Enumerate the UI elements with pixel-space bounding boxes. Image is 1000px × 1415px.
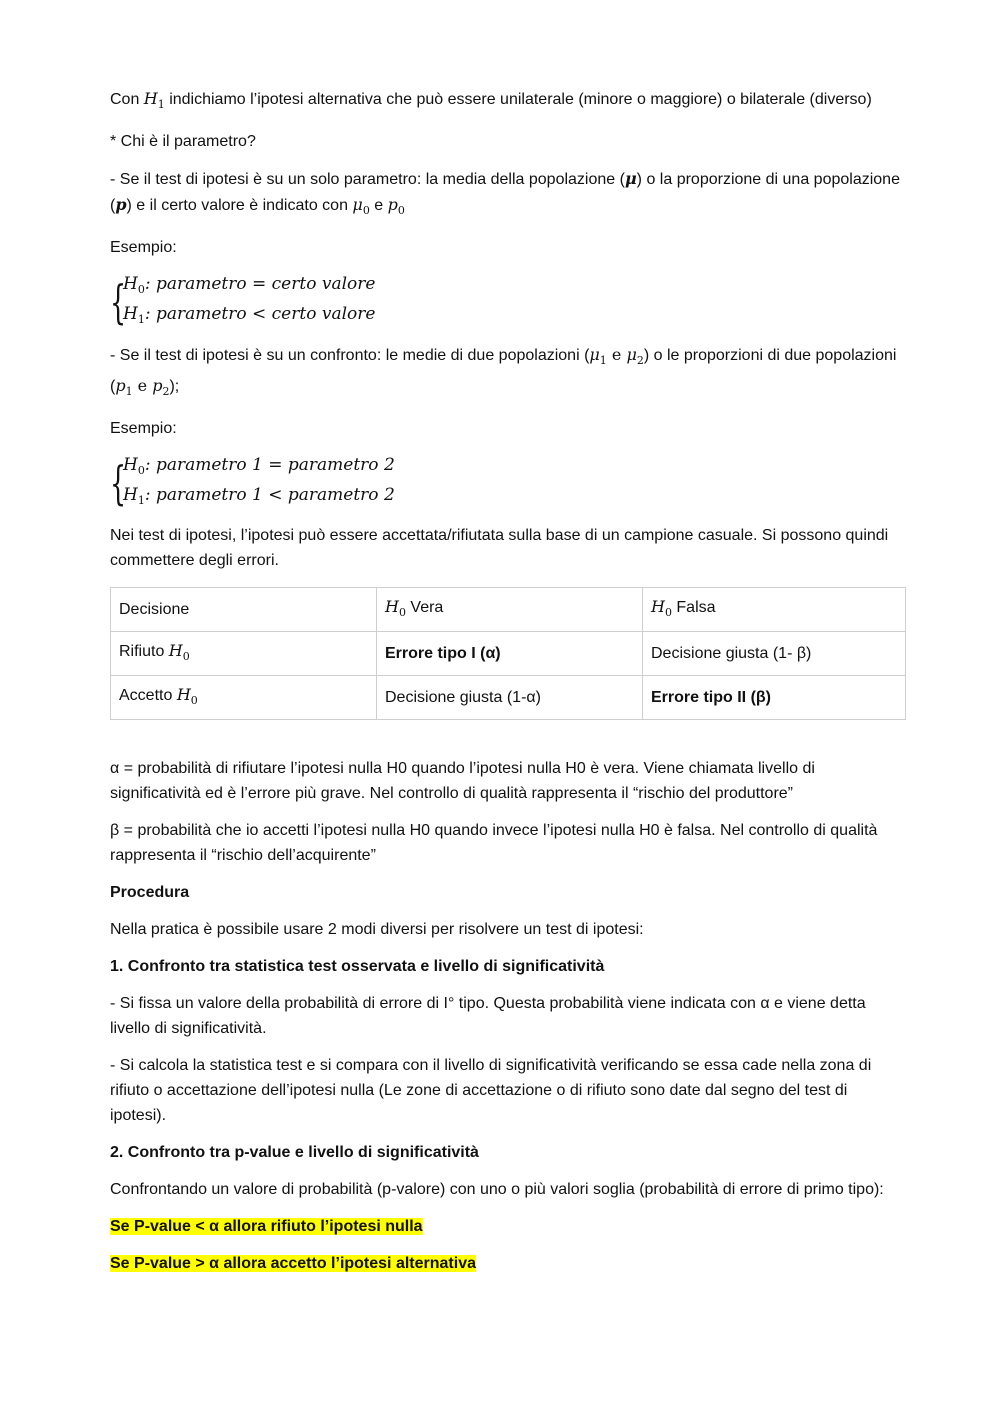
cell-correct-decision-confidence: Decisione giusta (1-α) xyxy=(377,676,643,720)
table-row xyxy=(111,676,906,720)
method1-paragraph-1: - Si fissa un valore della probabilità di errore di I° tipo. Questa probabilità viene indicata con α e viene detta livello di significatività. xyxy=(110,995,866,1037)
rule-1-highlight: Se P-value < α allora rifiuto l’ipotesi nulla xyxy=(110,1218,423,1235)
question-paragraph: * Chi è il parametro? xyxy=(110,133,256,150)
example-label: Esempio: xyxy=(110,239,177,256)
errors-intro-paragraph: Nei test di ipotesi, l’ipotesi può essere accettata/rifiutata sulla base di un campione casuale. Si possono quindi commettere degli errori. xyxy=(110,527,889,569)
single-param-paragraph: - Se il test di ipotesi è su un solo parametro: la media della popolazione (μ) o la proporzione di una popolazione (p) e il certo valore è indicato con $\mu_0$ e $p_0$ xyxy=(110,169,900,217)
header-decision: Decisione xyxy=(111,588,377,632)
rule-2-paragraph xyxy=(110,1251,906,1276)
beta-definition: β = probabilità che io accetti l’ipotesi nulla H0 quando invece l’ipotesi nulla H0 è falsa. Nel controllo di qualità rappresenta il “rischio dell’acquirente” xyxy=(110,822,878,864)
hypothesis-system-1 xyxy=(110,272,906,332)
alpha-definition: α = probabilità di rifiutare l’ipotesi nulla H0 quando l’ipotesi nulla H0 è vera. Viene chiamata livello di significatività ed è l’errore più grave. Nel controllo di qualità rappresenta il “rischio del produttore” xyxy=(110,760,815,802)
example-label-2: Esempio: xyxy=(110,420,177,437)
system2-line-h0: $H_0$: parametro 1 = parametro 2 xyxy=(123,455,395,477)
rule-2-highlight: Se P-value > α allora accetto l’ipotesi alternativa xyxy=(110,1255,476,1272)
system2-line-h1: $H_1$: parametro 1 < parametro 2 xyxy=(123,485,395,507)
decision-table xyxy=(110,587,906,720)
left-brace: { xyxy=(110,456,127,510)
row-accept-label: Accetto $H_0$ xyxy=(111,676,377,720)
table-header-row xyxy=(111,588,906,632)
header-h0-false: $H_0$ Falsa xyxy=(643,588,906,632)
procedure-title: Procedura xyxy=(110,884,190,901)
compare-param-paragraph: - Se il test di ipotesi è su un confronto: le medie di due popolazioni ($\mu_1$ e $\mu_2$) o le proporzioni di due popolazioni ($p_1$ e $p_2$); xyxy=(110,345,897,398)
method2-paragraph-1: Confrontando un valore di probabilità (p-valore) con uno o più valori soglia (probabilità di errore di primo tipo): xyxy=(110,1181,884,1198)
cell-type-one-error: Errore tipo I (α) xyxy=(377,632,643,676)
system1-line-h0: $H_0$: parametro = certo valore xyxy=(123,274,376,296)
rule-1-paragraph xyxy=(110,1214,906,1239)
procedure-intro: Nella pratica è possibile usare 2 modi diversi per risolvere un test di ipotesi: xyxy=(110,921,644,938)
method2-title: 2. Confronto tra p-value e livello di significatività xyxy=(110,1144,479,1161)
intro-paragraph: Con $H_1$ indichiamo l’ipotesi alternativa che può essere unilaterale (minore o maggiore) o bilaterale (diverso) xyxy=(110,89,872,111)
method1-paragraph-2: - Si calcola la statistica test e si compara con il livello di significatività verificando se essa cade nella zona di rifiuto o accettazione dell’ipotesi nulla (Le zone di accettazione o di rifiuto sono date dal segno del test di ipotesi). xyxy=(110,1057,872,1124)
row-reject-label: Rifiuto $H_0$ xyxy=(111,632,377,676)
table-row xyxy=(111,632,906,676)
document-page xyxy=(110,86,906,1288)
system1-line-h1: $H_1$: parametro < certo valore xyxy=(123,304,376,326)
hypothesis-system-2 xyxy=(110,453,906,513)
cell-correct-decision-power: Decisione giusta (1- β) xyxy=(643,632,906,676)
method1-title: 1. Confronto tra statistica test osservata e livello di significatività xyxy=(110,958,605,975)
left-brace: { xyxy=(110,275,127,329)
header-h0-true: $H_0$ Vera xyxy=(377,588,643,632)
cell-type-two-error: Errore tipo II (β) xyxy=(643,676,906,720)
